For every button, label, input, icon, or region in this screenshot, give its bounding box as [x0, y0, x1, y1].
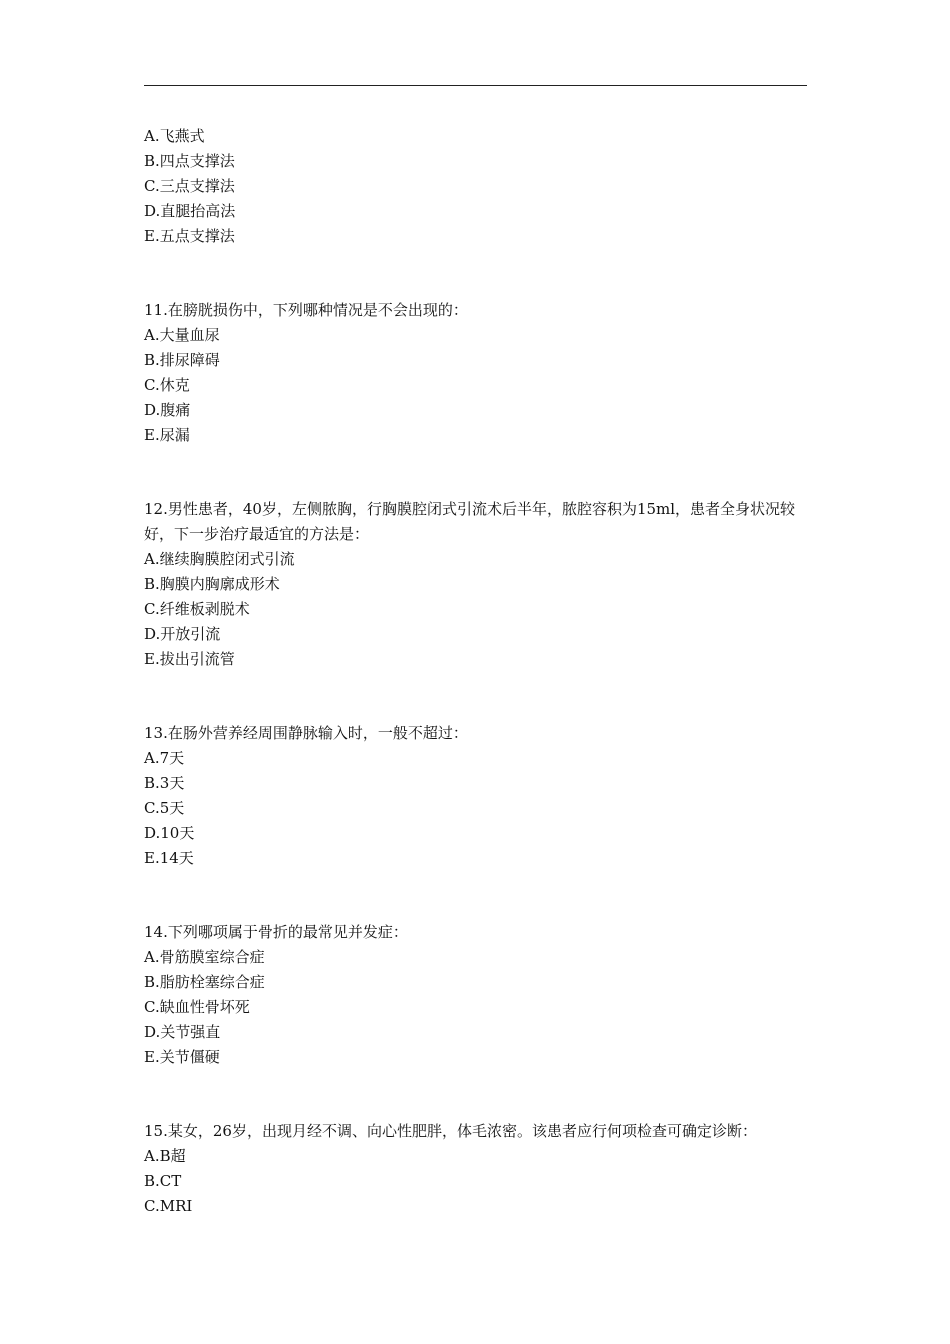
option-e: E.拔出引流管 [144, 650, 235, 668]
question-12 [144, 497, 807, 672]
option-d: D.10天 [144, 824, 195, 842]
option-c: C.纤维板剥脱术 [144, 600, 250, 618]
option-a: A.继续胸膜腔闭式引流 [144, 550, 295, 568]
question-stem: 14.下列哪项属于骨折的最常见并发症： [144, 923, 408, 941]
question-11 [144, 298, 807, 448]
option-d: D.关节强直 [144, 1023, 221, 1041]
option-b: B.CT [144, 1172, 182, 1190]
option-c: C.5天 [144, 799, 185, 817]
question-13 [144, 721, 807, 871]
header-rule [144, 85, 807, 86]
option-e: E.关节僵硬 [144, 1048, 220, 1066]
question-stem: 15.某女，26岁，出现月经不调、向心性肥胖，体毛浓密。该患者应行何项检查可确定诊断： [144, 1122, 757, 1140]
option-c: C.缺血性骨坏死 [144, 998, 250, 1016]
option-b: B.排尿障碍 [144, 351, 220, 369]
option-c: C.MRI [144, 1197, 193, 1215]
option-c: C.休克 [144, 376, 190, 394]
option-b: B.胸膜内胸廓成形术 [144, 575, 280, 593]
exam-content [144, 124, 807, 1219]
option-e: E.五点支撑法 [144, 227, 235, 245]
option-e: E.14天 [144, 849, 194, 867]
option-a: A.B超 [144, 1147, 186, 1165]
option-d: D.腹痛 [144, 401, 191, 419]
option-b: B.四点支撑法 [144, 152, 235, 170]
option-b: B.脂肪栓塞综合症 [144, 973, 265, 991]
option-c: C.三点支撑法 [144, 177, 235, 195]
option-a: A.骨筋膜室综合症 [144, 948, 265, 966]
leading-options [144, 124, 807, 249]
question-14 [144, 920, 807, 1070]
question-15 [144, 1119, 807, 1219]
option-a: A.大量血尿 [144, 326, 220, 344]
option-b: B.3天 [144, 774, 185, 792]
option-d: D.开放引流 [144, 625, 221, 643]
question-stem: 13.在肠外营养经周围静脉输入时，一般不超过： [144, 724, 468, 742]
option-e: E.尿漏 [144, 426, 190, 444]
option-d: D.直腿抬高法 [144, 202, 236, 220]
option-a: A.7天 [144, 749, 185, 767]
option-a: A.飞燕式 [144, 127, 205, 145]
question-stem: 11.在膀胱损伤中，下列哪种情况是不会出现的： [144, 301, 468, 319]
question-stem: 12.男性患者，40岁，左侧脓胸，行胸膜腔闭式引流术后半年，脓腔容积为15ml，患者全身状况较好，下一步治疗最适宜的方法是： [144, 500, 796, 543]
